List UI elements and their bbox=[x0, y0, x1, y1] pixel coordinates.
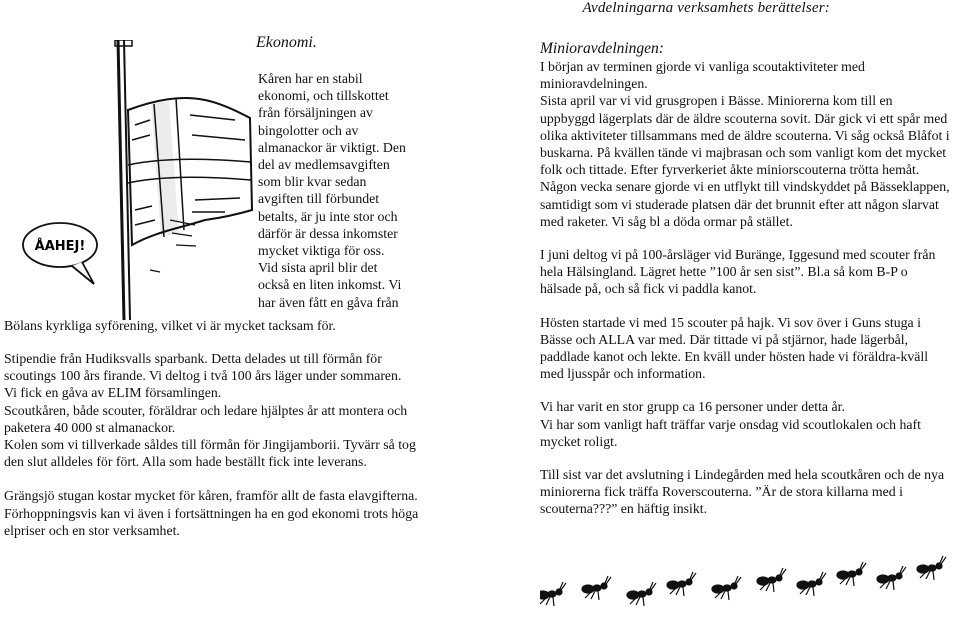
economy-line: mycket viktiga för oss. bbox=[258, 243, 385, 259]
paragraph: Till sist var det avslutning i Lindegården med hela scoutkåren och de nya miniorerna fick träffa Roverscouterna. ”Är de stora killarna med i scouterna???” en häftig insikt. bbox=[540, 467, 945, 517]
paragraph: I början av terminen gjorde vi vanliga scoutaktiviteter med minioravdelningen. bbox=[540, 59, 865, 92]
paragraph: Vi fick en gåva av ELIM församlingen. bbox=[4, 385, 222, 401]
paragraph: Sista april var vi vid grusgropen i Bässe. Miniorerna kom till en uppbyggd lägerplats där de äldre scouterna sovit. Där gick vi ett spår med olika aktiviteter tillsammans med de äldre scouterna. Vi såg också Blåfot i buskarna. På kvällen tände vi majbrasan och som vanligt kom det mycket folk och tittade. Efter fyrverkeriet åkte miniorscouterna trötta hemåt. bbox=[540, 93, 950, 178]
economy-last-line: Bölans kyrkliga syförening, vilket vi är mycket tacksam för. bbox=[4, 318, 336, 333]
paragraph: Kolen som vi tillverkade såldes till förmån för Jingijamborii. Tyvärr så tog den slut alldeles för fört. Alla som hade beställt fick inte leverans. bbox=[4, 437, 416, 470]
left-paragraphs bbox=[4, 350, 424, 539]
economy-line: Vid sista april blir det bbox=[258, 260, 378, 276]
ant-icon bbox=[837, 562, 866, 586]
economy-title: Ekonomi. bbox=[256, 34, 317, 51]
ants-illustration bbox=[540, 555, 950, 615]
ant-icon bbox=[540, 582, 566, 606]
economy-line: betalts, är ju inte stor och bbox=[258, 208, 398, 224]
economy-line: almanackor är viktigt. Den bbox=[258, 139, 406, 155]
minior-section bbox=[540, 40, 950, 518]
economy-line: som blir kvar sedan bbox=[258, 174, 367, 190]
ant-icon bbox=[712, 576, 741, 600]
minior-title: Minioravdelningen: bbox=[540, 40, 664, 57]
flag-illustration bbox=[20, 40, 260, 320]
economy-line: Kåren har en stabil bbox=[258, 71, 363, 86]
paragraph: Scoutkåren, både scouter, föräldrar och ledare hjälptes år att montera och paketera 40 000 st almanackor. bbox=[4, 402, 408, 435]
economy-line: därför är dessa inkomster bbox=[258, 225, 398, 241]
ant-icon bbox=[667, 572, 696, 596]
paragraph: Vi har som vanligt haft träffar varje onsdag vid scoutlokalen och haft mycket roligt. bbox=[540, 416, 921, 449]
ant-icon bbox=[917, 556, 946, 580]
paragraph: Vi har varit en stor grupp ca 16 personer under detta år. bbox=[540, 399, 845, 415]
economy-text bbox=[258, 70, 428, 311]
ant-icon bbox=[797, 572, 826, 596]
ant-icon bbox=[627, 582, 656, 606]
economy-line: avgiften till förbundet bbox=[258, 191, 380, 207]
ant-icon bbox=[757, 568, 786, 592]
economy-line: bingolotter och av bbox=[258, 122, 359, 138]
paragraph: Någon vecka senare gjorde vi en utflykt till vindskyddet på Bässeklappen, samtidigt som vi studerade platsen där det brunnit efter att någon slarvat med raketer. Vi såg bl a döda ormar på stället. bbox=[540, 179, 950, 229]
economy-line: ekonomi, och tillskottet bbox=[258, 88, 389, 104]
economy-line: också en liten inkomst. Vi bbox=[258, 277, 402, 293]
economy-line: från försäljningen av bbox=[258, 105, 373, 121]
paragraph: Grängsjö stugan kostar mycket för kåren, framför allt de fasta elavgifterna. bbox=[4, 488, 418, 504]
ant-icon bbox=[582, 576, 611, 600]
paragraph: Hösten startade vi med 15 scouter på hajk. Vi sov över i Guns stuga i Bässe och ALLA var med. Där tittade vi på stjärnor, hade lägerbål, paddlade kanot och lekte. En kväll under hösten hade vi föräldra-kväll med ljusspår och information. bbox=[540, 314, 929, 382]
paragraph: Förhoppningsvis kan vi även i fortsättningen ha en god ekonomi trots höga elpriser och en stor verksamhet. bbox=[4, 505, 419, 538]
section-heading: Avdelningarna verksamhets berättelser: bbox=[582, 0, 830, 16]
ant-icon bbox=[877, 566, 906, 590]
speech-bubble-text: ÅAHEJ! bbox=[34, 239, 86, 254]
paragraph: Stipendie från Hudiksvalls sparbank. Detta delades ut till förmån för scoutings 100 års firande. Vi deltog i två 100 års läger under sommaren. bbox=[4, 351, 402, 384]
economy-line: del av medlemsavgiften bbox=[258, 157, 390, 173]
economy-line: har även fått en gåva från bbox=[258, 294, 399, 310]
paragraph: I juni deltog vi på 100-årsläger vid Buränge, Iggesund med scouter från hela Hälsingland. Lägret hette ”100 år sen sist”. Bl.a så kom B-P o hälsade på, och så fick vi paddla kanot. bbox=[540, 247, 936, 297]
